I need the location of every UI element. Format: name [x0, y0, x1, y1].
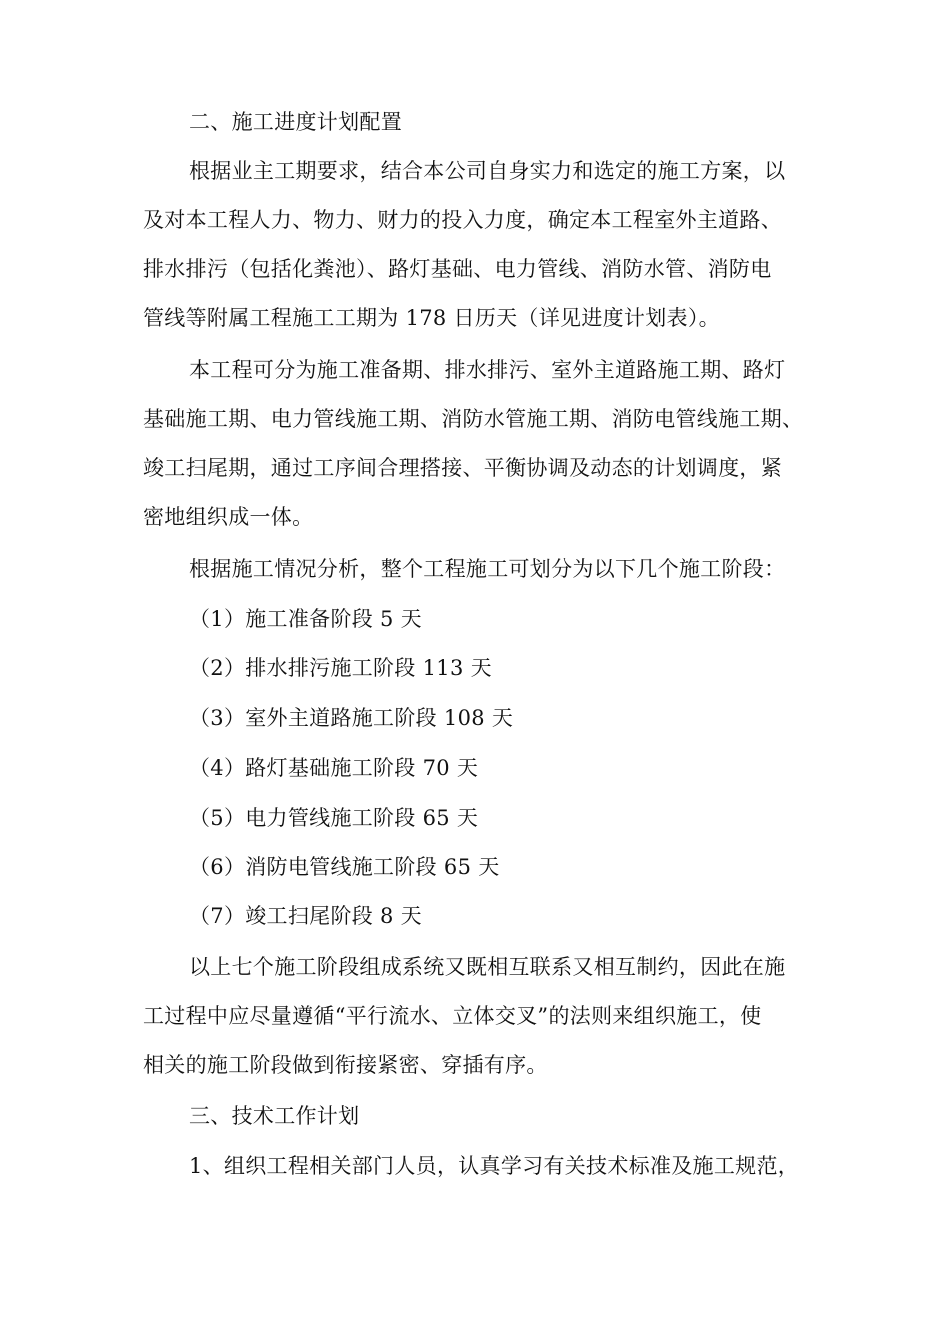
stage-item: （4）路灯基础施工阶段 70 天: [189, 756, 479, 780]
paragraph-stage-summary: [143, 943, 823, 1090]
stage-item: （7）竣工扫尾阶段 8 天: [189, 904, 422, 928]
paragraph-line: 排水排污（包括化粪池）、路灯基础、电力管线、消防水管、消防电: [143, 257, 772, 281]
paragraph-line: 工过程中应尽量遵循“平行流水、立体交叉”的法则来组织施工，使: [143, 1004, 762, 1028]
paragraph-line: 竣工扫尾期，通过工序间合理搭接、平衡协调及动态的计划调度，紧: [143, 456, 782, 480]
paragraph-line: 根据施工情况分析，整个工程施工可划分为以下几个施工阶段：: [189, 557, 786, 581]
paragraph-technical-plan: [143, 1142, 823, 1191]
paragraph-line: 以上七个施工阶段组成系统又既相互联系又相互制约，因此在施: [189, 955, 786, 979]
paragraph-line: 基础施工期、电力管线施工期、消防水管施工期、消防电管线施工期、: [143, 407, 804, 431]
stage-item: （2）排水排污施工阶段 113 天: [189, 656, 492, 680]
section-3-heading: 三、技术工作计划: [189, 1104, 360, 1128]
paragraph-line: 管线等附属工程施工工期为 178 日历天（详见进度计划表）。: [143, 306, 720, 330]
paragraph-line: 及对本工程人力、物力、财力的投入力度，确定本工程室外主道路、: [143, 208, 782, 232]
paragraph-schedule-intro: [143, 147, 823, 343]
paragraph-line: 1、组织工程相关部门人员，认真学习有关技术标准及施工规范，: [189, 1154, 800, 1178]
section-2-heading: 二、施工进度计划配置: [189, 110, 402, 134]
stage-item: （5）电力管线施工阶段 65 天: [189, 806, 479, 830]
paragraph-line: 根据业主工期要求，结合本公司自身实力和选定的施工方案，以: [189, 159, 786, 183]
stage-item: （1）施工准备阶段 5 天: [189, 607, 422, 631]
paragraph-phases: [143, 346, 823, 542]
stage-item: （6）消防电管线施工阶段 65 天: [189, 855, 500, 879]
paragraph-line: 本工程可分为施工准备期、排水排污、室外主道路施工期、路灯: [189, 358, 786, 382]
paragraph-line: 密地组织成一体。: [143, 505, 314, 529]
paragraph-line: 相关的施工阶段做到衔接紧密、穿插有序。: [143, 1053, 548, 1077]
paragraph-analysis: [143, 545, 823, 594]
stage-item: （3）室外主道路施工阶段 108 天: [189, 706, 514, 730]
